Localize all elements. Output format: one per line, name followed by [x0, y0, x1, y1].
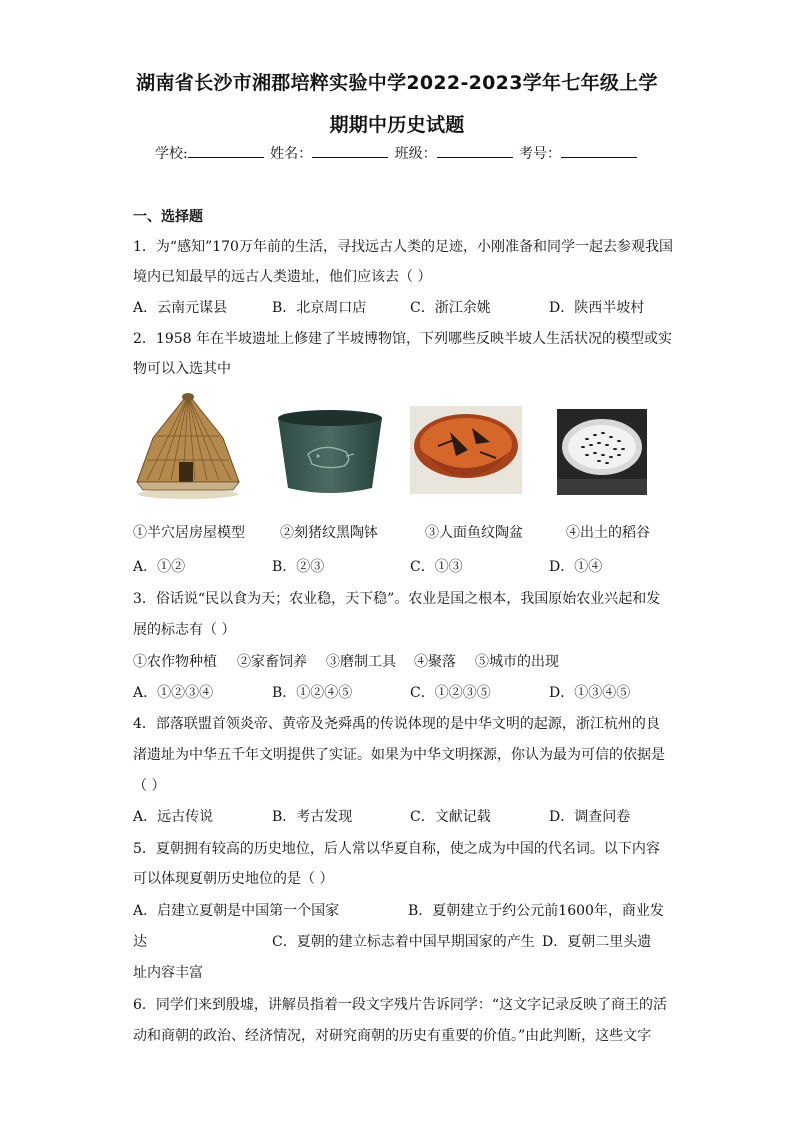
q1-option-b[interactable]: B．北京周口店: [272, 300, 367, 316]
q4-stem-line-2: 渚遗址为中华五千年文明提供了实证。如果为中华文明探源，你认为最为可信的依据是: [133, 747, 665, 763]
q5-option-c[interactable]: C．夏朝的建立标志着中国早期国家的产生: [272, 934, 535, 950]
q4-stem-line-3: （ ）: [133, 778, 166, 794]
number-label: 考号：: [519, 146, 562, 162]
q3-option-d[interactable]: D．①③④⑤: [549, 685, 631, 701]
q1-option-a[interactable]: A．云南元谋县: [133, 300, 228, 316]
q2-option-b[interactable]: B．②③: [272, 559, 325, 575]
q4-option-b[interactable]: B．考古发现: [272, 809, 353, 825]
q3-option-a[interactable]: A．①②③④: [133, 685, 214, 701]
exam-title-line-1: 湖南省长沙市湘郡培粹实验中学2022-2023学年七年级上学: [136, 72, 658, 94]
number-blank[interactable]: [561, 143, 637, 158]
q2-option-d[interactable]: D．①④: [549, 559, 603, 575]
q3-stem-line-1: 3．俗话说“民以食为天；农业稳，天下稳”。农业是国之根本，我国原始农业兴起和发: [133, 591, 661, 607]
class-label: 班级：: [394, 146, 437, 162]
q3-item-3: ③磨制工具: [326, 654, 396, 670]
semi-subterranean-hut-image: [133, 390, 243, 500]
q2-caption-3: ③人面鱼纹陶盆: [425, 525, 523, 541]
name-label: 姓名：: [270, 146, 313, 162]
q3-option-b[interactable]: B．①②④⑤: [272, 685, 353, 701]
q3-item-2: ②家畜饲养: [237, 654, 307, 670]
name-blank[interactable]: [312, 143, 388, 158]
q2-caption-4: ④出土的稻谷: [566, 525, 650, 541]
school-label: 学校:: [154, 146, 188, 162]
q5-stem-line-1: 5．夏朝拥有较高的历史地位，后人常以华夏自称，使之成为中国的代名词。以下内容: [133, 841, 660, 857]
q2-option-c[interactable]: C．①③: [410, 559, 463, 575]
excavated-rice-image: [557, 409, 647, 495]
q5-stem-line-2: 可以体现夏朝历史地位的是（ ）: [133, 871, 334, 887]
q2-caption-1: ①半穴居房屋模型: [133, 525, 245, 541]
q3-option-c[interactable]: C．①②③⑤: [410, 685, 491, 701]
q6-stem-line-2: 动和商朝的政治、经济情况，对研究商朝的历史有重要的价值。”由此判断，这些文字: [133, 1028, 652, 1044]
q1-stem-line-1: 1．为“感知”170万年前的生活，寻找远古人类的足迹，小刚准备和同学一起去参观我国: [133, 239, 673, 255]
q1-option-c[interactable]: C．浙江余姚: [410, 300, 491, 316]
class-blank[interactable]: [437, 143, 513, 158]
q2-stem-line-1: 2．1958 年在半坡遗址上修建了半坡博物馆，下列哪些反映半坡人生活状况的模型或实: [133, 331, 672, 347]
q5-option-d[interactable]: D．夏朝二里头遗: [542, 934, 652, 950]
q3-item-1: ①农作物种植: [133, 654, 217, 670]
q3-item-4: ④聚落: [414, 654, 456, 670]
q5-option-d-cont: 址内容丰富: [133, 965, 203, 981]
q5-option-b-cont: 达: [133, 934, 147, 950]
q2-stem-line-2: 物可以入选其中: [133, 361, 231, 377]
q4-option-c[interactable]: C．文献记载: [410, 809, 491, 825]
q4-option-a[interactable]: A．远古传说: [133, 809, 214, 825]
q2-option-a[interactable]: A．①②: [133, 559, 186, 575]
exam-title-line-2: 期期中历史试题: [329, 114, 465, 136]
q4-stem-line-1: 4．部落联盟首领炎帝、黄帝及尧舜禹的传说体现的是中华文明的起源，浙江杭州的良: [133, 716, 660, 732]
pig-pattern-black-pottery-image: [274, 408, 386, 498]
q1-option-d[interactable]: D．陕西半坡村: [549, 300, 645, 316]
q5-option-b[interactable]: B．夏朝建立于约公元前1600年，商业发: [408, 903, 664, 919]
q3-stem-line-2: 展的标志有（ ）: [133, 622, 236, 638]
human-face-fish-basin-image: [410, 406, 522, 494]
q3-item-5: ⑤城市的出现: [475, 654, 559, 670]
school-blank[interactable]: [188, 143, 264, 158]
q2-caption-2: ②刻猪纹黑陶钵: [280, 525, 378, 541]
section-heading: 一、选择题: [133, 209, 203, 225]
q5-option-a[interactable]: A．启建立夏朝是中国第一个国家: [133, 903, 340, 919]
q6-stem-line-1: 6．同学们来到殷墟，讲解员指着一段文字残片告诉同学：“这文字记录反映了商王的活: [133, 997, 668, 1013]
q1-stem-line-2: 境内已知最早的远古人类遗址，他们应该去（ ）: [133, 269, 432, 285]
q4-option-d[interactable]: D．调查问卷: [549, 809, 631, 825]
student-info-row: [0, 143, 794, 163]
